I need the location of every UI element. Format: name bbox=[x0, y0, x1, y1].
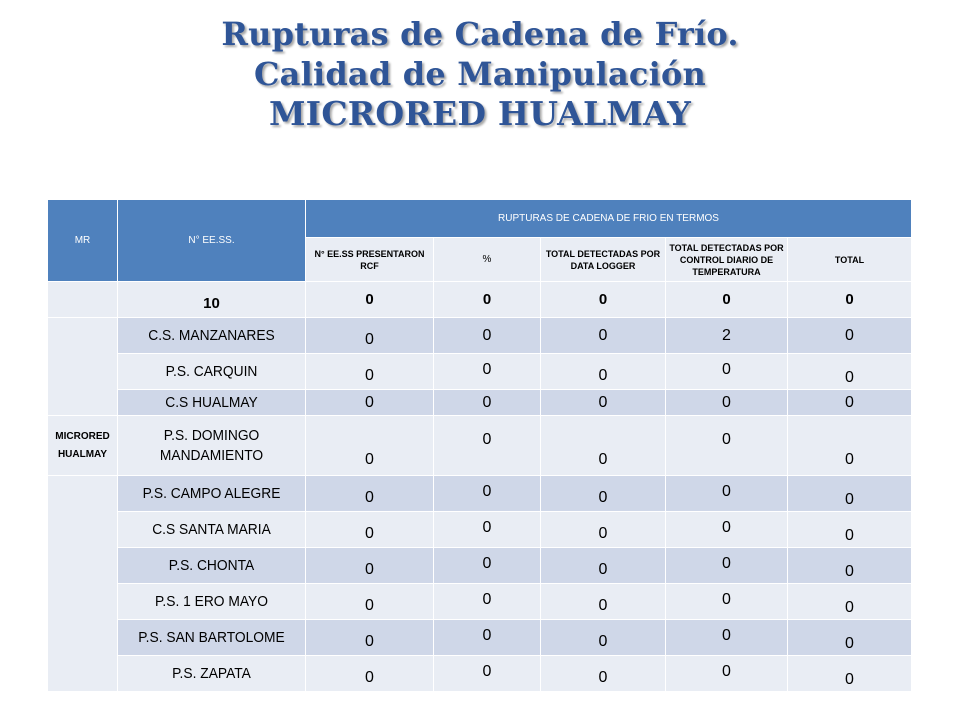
mr-cell bbox=[48, 318, 118, 416]
header-mr: MR bbox=[48, 200, 118, 282]
establishment-name: P.S. CAMPO ALEGRE bbox=[142, 484, 281, 502]
establishment-name: P.S. ZAPATA bbox=[172, 664, 251, 682]
row-value: 0 bbox=[722, 518, 731, 536]
establishment-name: P.S. 1 ERO MAYO bbox=[154, 592, 268, 610]
subheader-percent: % bbox=[434, 238, 541, 282]
establishment-name: P.S. CHONTA bbox=[168, 556, 255, 574]
mr-cell bbox=[48, 476, 118, 692]
row-value: 0 bbox=[598, 632, 608, 650]
row-value: 0 bbox=[482, 518, 492, 536]
row-value: 0 bbox=[365, 668, 374, 686]
row-value: 0 bbox=[482, 482, 492, 500]
row-value: 0 bbox=[845, 526, 854, 544]
row-value: 0 bbox=[722, 393, 731, 411]
table-row bbox=[48, 656, 912, 692]
row-value: 0 bbox=[598, 393, 608, 411]
row-value: 0 bbox=[845, 598, 854, 616]
total-count: 10 bbox=[203, 295, 220, 312]
row-value: 0 bbox=[722, 360, 731, 378]
total-value-4: 0 bbox=[845, 291, 854, 308]
row-value: 0 bbox=[845, 562, 854, 580]
row-value: 0 bbox=[365, 330, 374, 348]
row-value: 0 bbox=[598, 366, 608, 384]
row-value: 0 bbox=[598, 524, 608, 542]
subheader-data-logger: TOTAL DETECTADAS POR DATA LOGGER bbox=[541, 238, 666, 282]
row-value: 0 bbox=[482, 626, 492, 644]
title-line-2: Calidad de Manipulación bbox=[254, 55, 706, 93]
row-value: 2 bbox=[722, 326, 731, 344]
row-value: 0 bbox=[722, 626, 731, 644]
total-value-1: 0 bbox=[482, 291, 492, 308]
row-value: 0 bbox=[845, 490, 854, 508]
row-value: 0 bbox=[482, 360, 492, 378]
row-value: 0 bbox=[845, 326, 854, 344]
table-row bbox=[48, 548, 912, 584]
row-value: 0 bbox=[845, 450, 854, 468]
slide-title bbox=[0, 14, 960, 134]
row-value: 0 bbox=[722, 430, 731, 448]
row-value: 0 bbox=[365, 560, 374, 578]
subheader-total: TOTAL bbox=[788, 238, 912, 282]
header-rupturas: RUPTURAS DE CADENA DE FRIO EN TERMOS bbox=[306, 200, 912, 238]
row-value: 0 bbox=[482, 430, 492, 448]
mr-label: MICRORED HUALMAY bbox=[55, 430, 110, 460]
establishment-name: P.S. DOMINGO MANDAMIENTO bbox=[159, 426, 264, 464]
row-value: 0 bbox=[845, 634, 854, 652]
table-row bbox=[48, 390, 912, 416]
row-value: 0 bbox=[845, 393, 854, 411]
table-row bbox=[48, 584, 912, 620]
row-value: 0 bbox=[598, 450, 608, 468]
subheader-control-diario: TOTAL DETECTADAS POR CONTROL DIARIO DE TEMPERATURA bbox=[666, 238, 788, 282]
total-count-cell bbox=[118, 282, 306, 318]
establishment-name: P.S. CARQUIN bbox=[165, 362, 258, 380]
header-row-1 bbox=[48, 200, 912, 238]
row-value: 0 bbox=[365, 393, 374, 411]
row-value: 0 bbox=[365, 524, 374, 542]
table-row bbox=[48, 512, 912, 548]
row-value: 0 bbox=[722, 554, 731, 572]
row-value: 0 bbox=[722, 482, 731, 500]
total-value-2: 0 bbox=[598, 291, 608, 308]
row-value: 0 bbox=[365, 596, 374, 614]
table-row bbox=[48, 620, 912, 656]
row-value: 0 bbox=[722, 662, 731, 680]
row-value: 0 bbox=[598, 596, 608, 614]
title-line-1: Rupturas de Cadena de Frío. bbox=[221, 15, 739, 53]
mr-label-cell bbox=[48, 416, 118, 476]
row-value: 0 bbox=[365, 632, 374, 650]
table-row bbox=[48, 318, 912, 354]
total-mr-cell bbox=[48, 282, 118, 318]
row-value: 0 bbox=[482, 393, 492, 411]
total-row bbox=[48, 282, 912, 318]
total-value-3: 0 bbox=[722, 291, 731, 308]
total-value-0: 0 bbox=[365, 291, 374, 308]
row-value: 0 bbox=[482, 326, 492, 344]
establishment-name: C.S HUALMAY bbox=[165, 393, 258, 411]
row-value: 0 bbox=[365, 488, 374, 506]
table-row bbox=[48, 476, 912, 512]
row-value: 0 bbox=[365, 366, 374, 384]
header-n-eess: N° EE.SS. bbox=[118, 200, 306, 282]
row-value: 0 bbox=[845, 368, 854, 386]
row-value: 0 bbox=[598, 326, 608, 344]
row-value: 0 bbox=[482, 662, 492, 680]
rcf-table bbox=[47, 199, 912, 692]
establishment-name: C.S. MANZANARES bbox=[148, 326, 275, 344]
row-value: 0 bbox=[598, 488, 608, 506]
row-value: 0 bbox=[598, 560, 608, 578]
establishment-name: P.S. SAN BARTOLOME bbox=[138, 628, 285, 646]
row-value: 0 bbox=[845, 670, 854, 688]
row-value: 0 bbox=[365, 450, 374, 468]
table-row bbox=[48, 416, 912, 476]
row-value: 0 bbox=[482, 590, 492, 608]
row-value: 0 bbox=[722, 590, 731, 608]
table-row bbox=[48, 354, 912, 390]
title-line-3: MICRORED HUALMAY bbox=[268, 94, 692, 133]
row-value: 0 bbox=[598, 668, 608, 686]
row-value: 0 bbox=[482, 554, 492, 572]
subheader-presentaron: N° EE.SS PRESENTARON RCF bbox=[306, 238, 434, 282]
establishment-name: C.S SANTA MARIA bbox=[152, 520, 271, 538]
